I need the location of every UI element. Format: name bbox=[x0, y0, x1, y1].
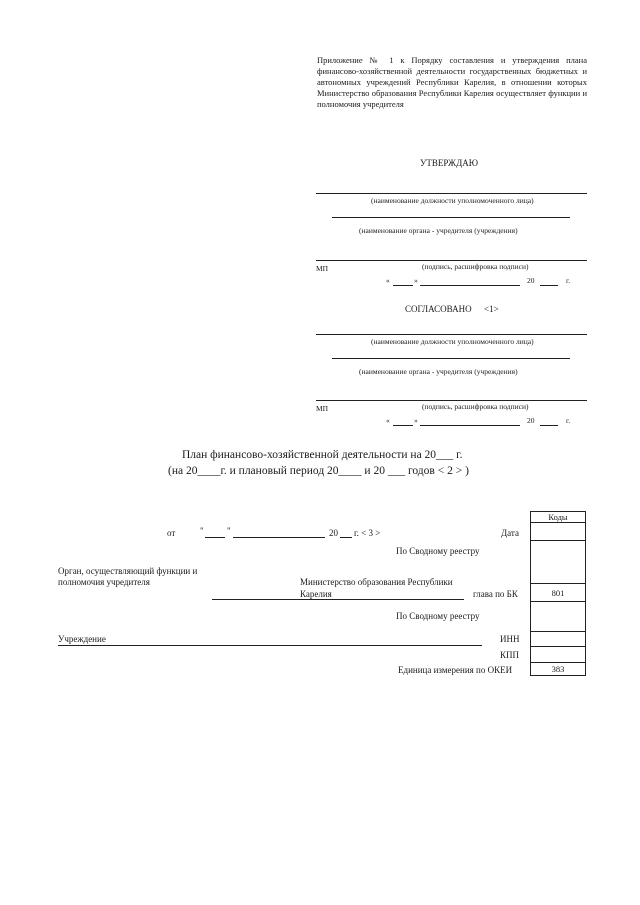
agree-day-line bbox=[393, 425, 413, 426]
code-svod1 bbox=[530, 541, 586, 584]
approve-position-line bbox=[316, 193, 587, 194]
agree-signature-line bbox=[316, 400, 587, 401]
organ-name-line1: Министерство образования Республики bbox=[300, 577, 453, 587]
date-day-line bbox=[205, 537, 225, 538]
agree-position-line bbox=[316, 334, 587, 335]
appendix-note: Приложение № 1 к Порядку составления и утверждения плана финансово-хозяйственной деятельности государственных бюджетных и автономных учреждений Республики Карелия, в отношении которых Министерство образования Республики Карелия осуществляет функции и полномочия учредителя bbox=[317, 55, 587, 109]
agree-year: 20 bbox=[527, 416, 535, 425]
code-date bbox=[530, 523, 586, 541]
plan-title-line2: (на 20____г. и плановый период 20____ и 20 ___ годов < 2 > ) bbox=[168, 465, 469, 477]
date-month-line bbox=[233, 537, 325, 538]
from-label: от bbox=[167, 528, 176, 538]
approve-organ-caption: (наименование органа - учредителя (учреждения) bbox=[359, 226, 518, 235]
date-quote-open: " bbox=[200, 526, 204, 536]
agree-mp: МП bbox=[316, 404, 329, 413]
institution-label: Учреждение bbox=[58, 634, 106, 644]
code-kpp bbox=[530, 647, 586, 663]
svod-reestr-label-1: По Сводному реестру bbox=[396, 546, 480, 556]
agree-organ-caption: (наименование органа - учредителя (учреждения) bbox=[359, 367, 518, 376]
plan-title-line1: План финансово-хозяйственной деятельности на 20___ г. bbox=[182, 449, 463, 461]
code-svod2 bbox=[530, 602, 586, 632]
approve-day-line bbox=[393, 285, 413, 286]
date-year-note: г. < 3 > bbox=[354, 528, 381, 538]
agree-date-open: « bbox=[386, 416, 390, 425]
code-inn bbox=[530, 632, 586, 647]
agree-signature-caption: (подпись, расшифровка подписи) bbox=[422, 402, 529, 411]
date-year: 20 bbox=[329, 528, 338, 538]
agree-organ-line bbox=[332, 358, 570, 359]
approve-mp: МП bbox=[316, 264, 329, 273]
approve-date-open: « bbox=[386, 276, 390, 285]
glava-bk-label: глава по БК bbox=[473, 589, 518, 599]
okei-label: Единица измерения по ОКЕИ bbox=[398, 665, 513, 675]
organ-label-line1: Орган, осуществляющий функции и bbox=[58, 566, 198, 576]
organ-name-line2: Карелия bbox=[300, 589, 332, 599]
agree-year-line bbox=[540, 425, 558, 426]
kpp-label: КПП bbox=[500, 650, 520, 660]
agree-heading: СОГЛАСОВАНО bbox=[405, 304, 472, 314]
agree-note: <1> bbox=[484, 304, 499, 314]
agree-year-suffix: г. bbox=[566, 416, 571, 425]
agree-position-caption: (наименование должности уполномоченного лица) bbox=[371, 337, 534, 346]
organ-name-line bbox=[212, 599, 464, 600]
approve-date-close: » bbox=[414, 276, 418, 285]
agree-month-line bbox=[420, 425, 520, 426]
approve-year: 20 bbox=[527, 276, 535, 285]
institution-line bbox=[58, 645, 482, 646]
svod-reestr-label-2: По Сводному реестру bbox=[396, 611, 480, 621]
code-okei: 383 bbox=[530, 663, 586, 676]
approve-year-suffix: г. bbox=[566, 276, 571, 285]
approve-signature-caption: (подпись, расшифровка подписи) bbox=[422, 262, 529, 271]
agree-date-close: » bbox=[414, 416, 418, 425]
approve-month-line bbox=[420, 285, 520, 286]
approve-organ-line bbox=[332, 217, 570, 218]
code-glava: 801 bbox=[530, 584, 586, 602]
organ-label-line2: полномочия учредителя bbox=[58, 577, 150, 587]
codes-header: Коды bbox=[530, 511, 586, 523]
approve-position-caption: (наименование должности уполномоченного лица) bbox=[371, 196, 534, 205]
inn-label: ИНН bbox=[500, 634, 520, 644]
date-quote-close: " bbox=[227, 526, 231, 536]
approve-signature-line bbox=[316, 260, 587, 261]
date-label: Дата bbox=[501, 528, 519, 538]
approve-heading: УТВЕРЖДАЮ bbox=[420, 158, 479, 168]
date-year-line bbox=[340, 537, 352, 538]
approve-year-line bbox=[540, 285, 558, 286]
